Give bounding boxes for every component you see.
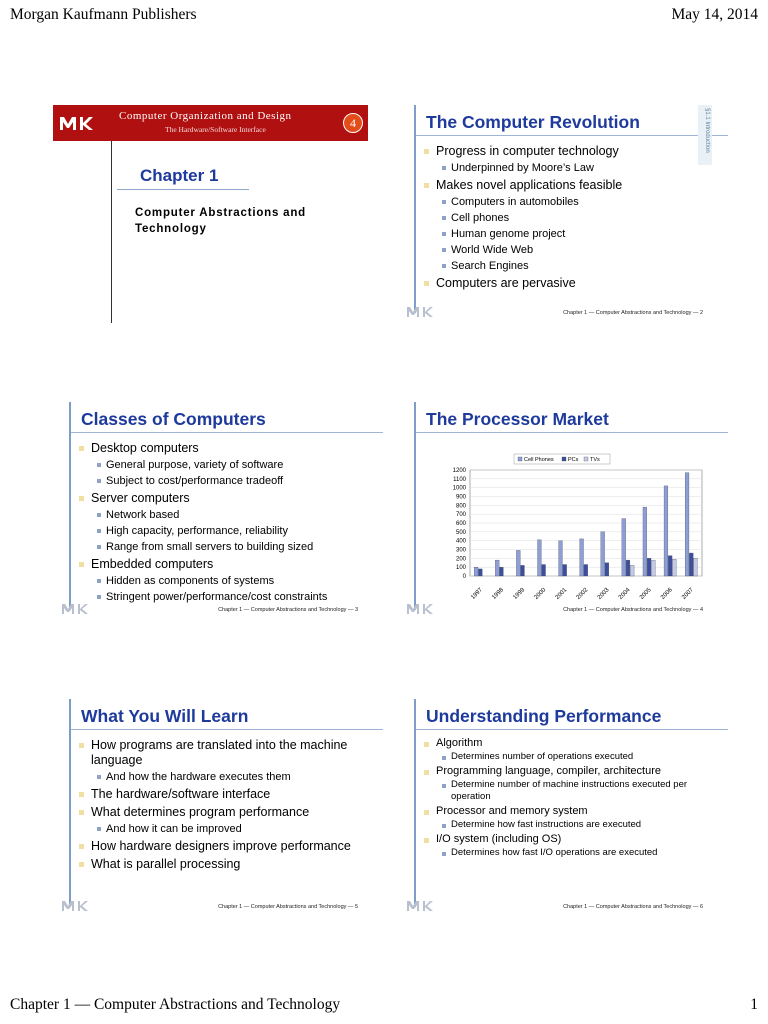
sub-bullet-item: Subject to cost/performance tradeoff: [79, 474, 379, 488]
bullet-item: What is parallel processing: [79, 857, 379, 872]
bar-pcs: [500, 567, 504, 576]
bullet-item: Programming language, compiler, architecture: [424, 765, 724, 778]
bar-tvs: [672, 559, 676, 576]
chapter-underline: [117, 189, 249, 190]
y-tick-label: 300: [455, 547, 466, 554]
y-tick-label: 900: [455, 494, 466, 501]
sub-bullet-item: Computers in automobiles: [424, 195, 724, 209]
chapter-subtitle: Computer Abstractions and Technology: [135, 207, 307, 235]
slide-5: [53, 699, 383, 917]
mk-logo-icon: [406, 306, 446, 318]
title-accent: [414, 699, 416, 907]
title-rule: [416, 432, 728, 433]
x-tick-label: 2006: [660, 587, 674, 601]
slide-title: The Processor Market: [426, 409, 609, 429]
section-tab-label: §1.1 Introduction: [704, 108, 710, 153]
processor-market-chart: [430, 446, 710, 601]
bullet-item: Desktop computers: [79, 441, 379, 456]
y-tick-label: 700: [455, 512, 466, 519]
sub-bullet-item: And how it can be improved: [79, 822, 379, 836]
sub-bullet-item: Hidden as components of systems: [79, 574, 379, 588]
slide-title: Understanding Performance: [426, 706, 662, 726]
bullet-item: How programs are translated into the machine language: [79, 738, 379, 768]
book-title: Computer Organization and Design: [119, 110, 292, 122]
title-rule: [71, 729, 383, 730]
mk-logo-icon: [59, 115, 101, 131]
sub-bullet-item: High capacity, performance, reliability: [79, 524, 379, 538]
bullet-list: [79, 438, 379, 604]
page-footer-title: Chapter 1 — Computer Abstractions and Technology: [10, 996, 341, 1013]
bullet-item: The hardware/software interface: [79, 787, 379, 802]
mk-logo-icon: [406, 603, 446, 615]
mk-logo-icon: [61, 603, 101, 615]
bullet-item: Makes novel applications feasible: [424, 178, 724, 193]
sub-bullet-item: Cell phones: [424, 211, 724, 225]
bar-pcs: [647, 558, 651, 576]
x-tick-label: 1999: [512, 587, 527, 601]
y-tick-label: 1100: [453, 476, 466, 483]
bar-cell-phones: [516, 550, 520, 576]
y-tick-label: 1000: [452, 485, 466, 492]
sub-bullet-item: Underpinned by Moore’s Law: [424, 161, 724, 175]
x-tick-label: 2005: [638, 587, 653, 601]
bar-pcs: [542, 565, 546, 576]
x-tick-label: 2000: [533, 587, 548, 601]
slide-2: [398, 105, 728, 323]
bullet-item: How hardware designers improve performance: [79, 839, 379, 854]
bar-cell-phones: [538, 540, 542, 576]
y-tick-label: 400: [455, 538, 466, 545]
slide-title: What You Will Learn: [81, 706, 249, 726]
y-tick-label: 100: [455, 565, 466, 572]
sub-bullet-item: Determines number of operations executed: [424, 751, 724, 763]
title-accent: [414, 402, 416, 610]
publisher-name: Morgan Kaufmann Publishers: [10, 6, 197, 23]
sub-bullet-item: Stringent power/performance/cost constraints: [79, 590, 379, 604]
slide-footer: Chapter 1 — Computer Abstractions and Technology — 4: [563, 607, 703, 613]
title-rule: [416, 135, 728, 136]
title-accent: [69, 402, 71, 610]
sub-bullet-item: Human genome project: [424, 227, 724, 241]
bar-cell-phones: [474, 567, 478, 576]
bullet-item: Embedded computers: [79, 557, 379, 572]
bar-pcs: [605, 563, 609, 576]
x-tick-label: 2007: [681, 587, 695, 601]
bullet-item: Server computers: [79, 491, 379, 506]
y-tick-label: 1200: [452, 468, 466, 474]
chapter-title: Chapter 1: [140, 166, 219, 185]
page-header: [10, 6, 758, 28]
legend-label: Cell Phones: [524, 457, 554, 463]
title-accent: [414, 105, 416, 313]
sub-bullet-item: Search Engines: [424, 259, 724, 273]
sub-bullet-item: Range from small servers to building sized: [79, 540, 379, 554]
bullet-item: What determines program performance: [79, 805, 379, 820]
x-tick-label: 2002: [575, 587, 590, 601]
x-tick-label: 1997: [470, 587, 484, 601]
slide-footer: Chapter 1 — Computer Abstractions and Technology — 3: [218, 607, 358, 613]
sub-bullet-item: Determines how fast I/O operations are executed: [424, 847, 724, 859]
bar-cell-phones: [685, 473, 689, 576]
y-tick-label: 0: [462, 574, 466, 580]
bar-pcs: [626, 560, 630, 576]
bar-cell-phones: [643, 507, 647, 576]
bar-cell-phones: [559, 541, 563, 576]
mk-logo-icon: [406, 900, 446, 912]
x-tick-label: 2003: [596, 587, 611, 601]
y-tick-label: 200: [455, 556, 466, 563]
bar-cell-phones: [601, 532, 605, 576]
legend-swatch: [518, 457, 522, 461]
x-tick-label: 1998: [491, 587, 506, 601]
bar-cell-phones: [580, 539, 584, 576]
bullet-item: Processor and memory system: [424, 805, 724, 818]
page-footer: [10, 996, 758, 1018]
bar-pcs: [584, 565, 588, 576]
y-tick-label: 500: [455, 529, 466, 536]
x-tick-label: 2004: [617, 587, 632, 601]
title-rule: [71, 432, 383, 433]
bullet-item: Computers are pervasive: [424, 276, 724, 291]
slide-6: [398, 699, 728, 917]
mk-logo-icon: [61, 900, 101, 912]
book-subtitle: The Hardware/Software Interface: [165, 125, 266, 134]
slide-title: The Computer Revolution: [426, 112, 640, 132]
title-divider: [111, 141, 112, 323]
slide-title: Classes of Computers: [81, 409, 266, 429]
bullet-item: I/O system (including OS): [424, 833, 724, 846]
bar-tvs: [694, 558, 698, 576]
book-banner: [53, 105, 368, 141]
x-tick-label: 2001: [554, 587, 569, 601]
bar-tvs: [651, 560, 655, 576]
bar-pcs: [689, 553, 693, 576]
y-tick-label: 800: [455, 503, 466, 510]
sub-bullet-item: General purpose, variety of software: [79, 458, 379, 472]
bullet-item: Progress in computer technology: [424, 144, 724, 159]
legend-swatch: [562, 457, 566, 461]
slide-footer: Chapter 1 — Computer Abstractions and Technology — 2: [563, 310, 703, 316]
bar-pcs: [521, 565, 525, 576]
bar-pcs: [478, 569, 482, 576]
bar-pcs: [563, 565, 567, 576]
bullet-item: Algorithm: [424, 737, 724, 750]
slide-footer: Chapter 1 — Computer Abstractions and Technology — 6: [563, 904, 703, 910]
bar-cell-phones: [495, 560, 499, 576]
bar-cell-phones: [664, 486, 668, 576]
y-tick-label: 600: [455, 521, 466, 527]
bar-cell-phones: [622, 519, 626, 576]
sub-bullet-item: World Wide Web: [424, 243, 724, 257]
bar-tvs: [630, 565, 634, 576]
legend-label: TVs: [590, 457, 600, 463]
page-number: 1: [750, 996, 758, 1013]
bullet-list: [424, 735, 724, 859]
title-accent: [69, 699, 71, 907]
bar-pcs: [668, 556, 672, 576]
edition-badge: 4: [343, 113, 363, 133]
sub-bullet-item: And how the hardware executes them: [79, 770, 379, 784]
bullet-list: [79, 735, 379, 872]
slide-1-title: [53, 105, 383, 323]
page-date: May 14, 2014: [671, 6, 758, 23]
sub-bullet-item: Determine number of machine instructions executed per operation: [424, 779, 724, 803]
sub-bullet-item: Determine how fast instructions are executed: [424, 819, 724, 831]
slide-4: [398, 402, 728, 620]
bullet-list: [424, 141, 724, 291]
title-rule: [416, 729, 728, 730]
sub-bullet-item: Network based: [79, 508, 379, 522]
slide-footer: Chapter 1 — Computer Abstractions and Technology — 5: [218, 904, 358, 910]
legend-label: PCs: [568, 457, 579, 463]
legend-swatch: [584, 457, 588, 461]
slide-3: [53, 402, 383, 620]
